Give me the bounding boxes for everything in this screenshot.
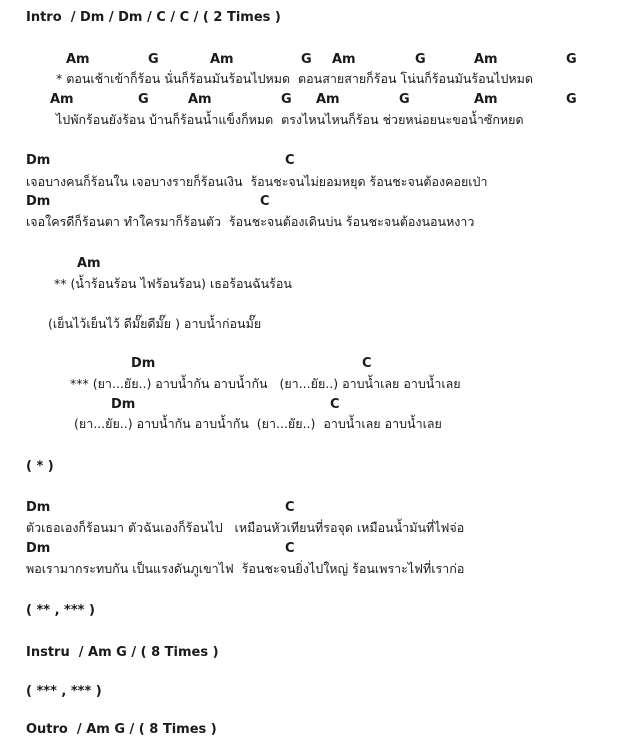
chord: Dm bbox=[26, 500, 51, 515]
chord: G bbox=[566, 52, 577, 67]
chord: Dm bbox=[131, 356, 156, 371]
chord: G bbox=[281, 92, 292, 107]
chord: Am bbox=[77, 256, 101, 271]
chord: Dm bbox=[26, 194, 51, 209]
verse2-lyric2: เจอใครดีก็ร้อนตา ทำใครมาก็ร้อนตัว ร้อนชะจนต้องเดินบ่น ร้อนชะจนต้องนอนหงาว bbox=[26, 214, 475, 229]
instrumental-line: Instru / Am G / ( 8 Times ) bbox=[26, 645, 219, 660]
verse5-lyric1: ตัวเธอเองก็ร้อนมา ตัวฉันเองก็ร้อนไป เหมือนหัวเทียนที่รอจุด เหมือนน้ำมันที่ไฟจ่อ bbox=[26, 520, 465, 535]
intro-line: Intro / Dm / Dm / C / C / ( 2 Times ) bbox=[26, 10, 281, 25]
chord: Am bbox=[188, 92, 212, 107]
chord: Am bbox=[332, 52, 356, 67]
chord: C bbox=[285, 500, 295, 515]
chord: Am bbox=[50, 92, 74, 107]
repeat-marker-1: ( * ) bbox=[26, 459, 54, 474]
chord: Dm bbox=[111, 397, 136, 412]
chord: C bbox=[362, 356, 372, 371]
chord: G bbox=[148, 52, 159, 67]
chord: Am bbox=[474, 92, 498, 107]
chord: C bbox=[285, 541, 295, 556]
repeat-marker-2: ( ** , *** ) bbox=[26, 603, 95, 618]
chord: C bbox=[260, 194, 270, 209]
outro-line: Outro / Am G / ( 8 Times ) bbox=[26, 722, 217, 737]
verse5-lyric2: พอเรามากระทบกัน เป็นแรงดันภูเขาไฟ ร้อนชะจนยิ่งไปใหญ่ ร้อนเพราะไฟที่เราก่อ bbox=[26, 561, 465, 576]
repeat-marker-3: ( *** , *** ) bbox=[26, 684, 102, 699]
chord: C bbox=[330, 397, 340, 412]
chord: Am bbox=[316, 92, 340, 107]
chord: G bbox=[138, 92, 149, 107]
verse3-lyric1: ** (น้ำร้อนร้อน ไฟร้อนร้อน) เธอร้อนฉันร้อน bbox=[54, 276, 292, 291]
chord: G bbox=[566, 92, 577, 107]
chord: C bbox=[285, 153, 295, 168]
verse1-lyric1: * ตอนเช้าเข้าก็ร้อน นั่นก็ร้อนมันร้อนไปหมด ตอนสายสายก็ร้อน โน่นก็ร้อนมันร้อนไปหมด bbox=[56, 71, 533, 86]
chord: G bbox=[415, 52, 426, 67]
chord: Am bbox=[210, 52, 234, 67]
chord: Dm bbox=[26, 541, 51, 556]
chord: Am bbox=[474, 52, 498, 67]
chord: Am bbox=[66, 52, 90, 67]
chord: G bbox=[301, 52, 312, 67]
verse2-lyric1: เจอบางคนก็ร้อนใน เจอบางรายก็ร้อนเงิน ร้อนชะจนไม่ยอมหยุด ร้อนชะจนต้องคอยเป่า bbox=[26, 174, 488, 189]
chord: G bbox=[399, 92, 410, 107]
verse1-lyric2: ไปพักร้อนยังร้อน บ้านก็ร้อนน้ำแข็งก็หมด ตรงไหนไหนก็ร้อน ช่วยหน่อยนะขอน้ำซักหยด bbox=[56, 112, 524, 127]
chord: Dm bbox=[26, 153, 51, 168]
verse4-lyric1: *** (ยา...ยัย..) อาบน้ำกัน อาบน้ำกัน (ยา...ยัย..) อาบน้ำเลย อาบน้ำเลย bbox=[70, 376, 461, 391]
verse3-lyric2: (เย็นไว้เย็นไว้ ดีมั๊ยดีมั๊ย ) อาบน้ำก่อนมั๊ย bbox=[48, 316, 262, 331]
verse4-lyric2: (ยา...ยัย..) อาบน้ำกัน อาบน้ำกัน (ยา...ยัย..) อาบน้ำเลย อาบน้ำเลย bbox=[74, 416, 442, 431]
